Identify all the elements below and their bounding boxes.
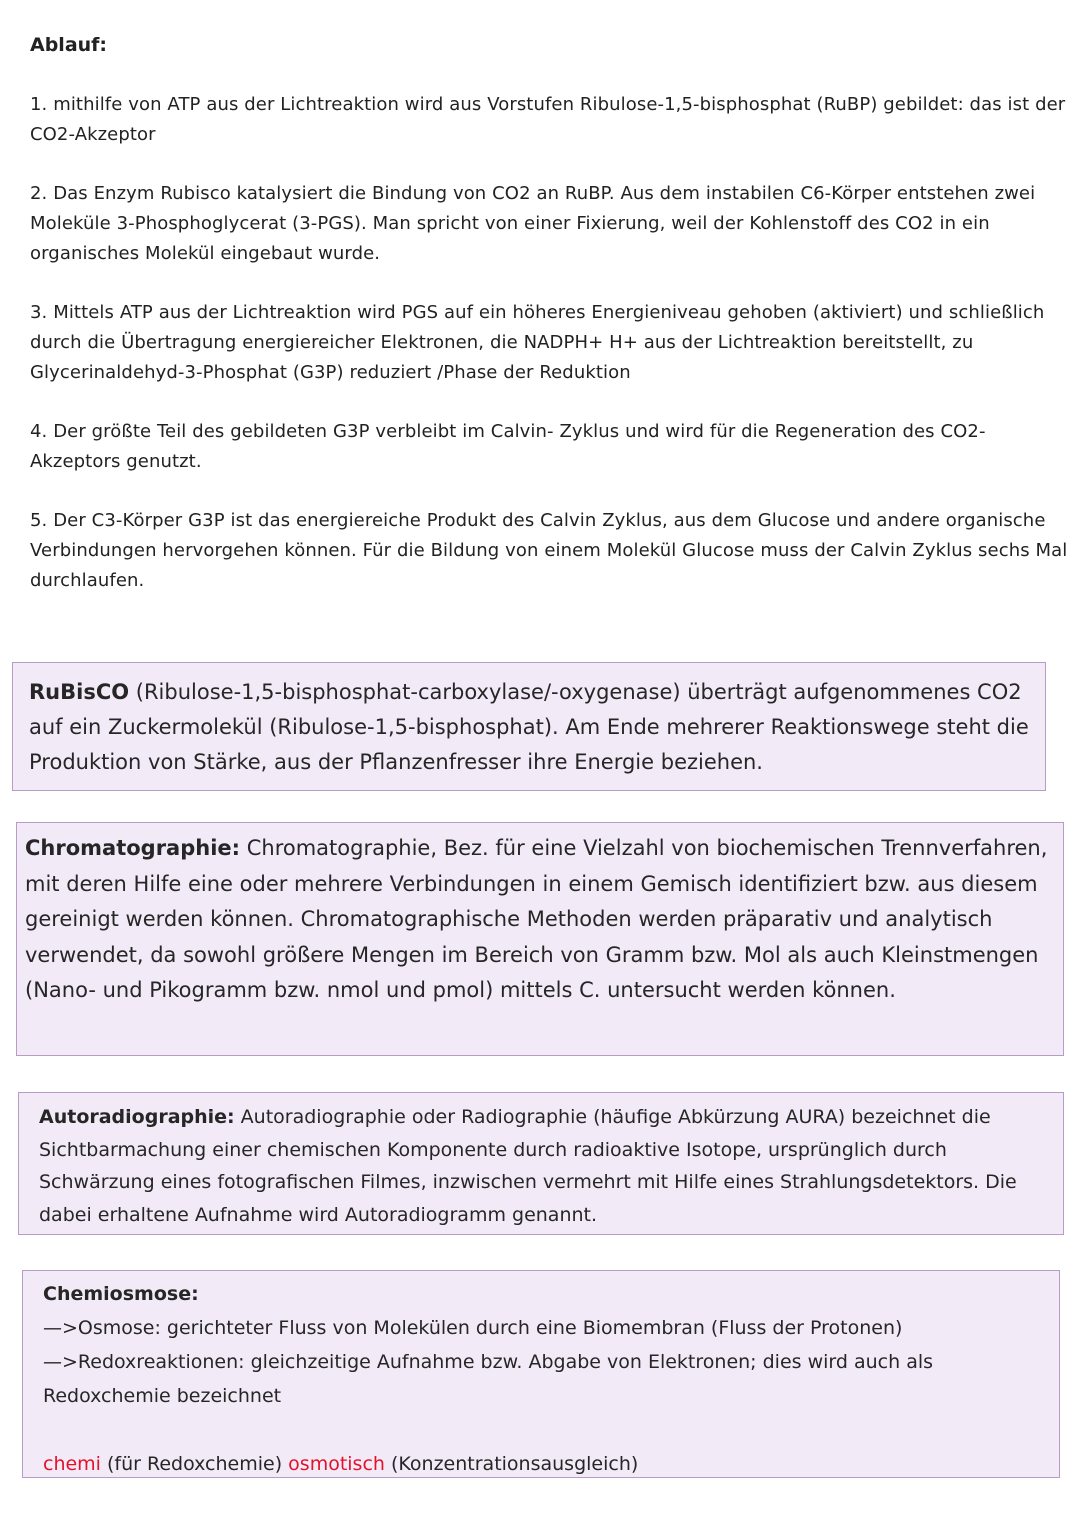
chemiosmose-etymology [43, 1447, 1039, 1481]
rubisco-definition [29, 675, 1029, 780]
chemi-word: chemi [43, 1453, 101, 1475]
chemiosmose-osmose-line: —>Osmose: gerichteter Fluss von Molekülen durch eine Biomembran (Fluss der Protonen) [43, 1317, 903, 1339]
chromatographie-term: Chromatographie: [25, 836, 241, 860]
section-heading: Ablauf: [30, 34, 108, 56]
autoradiographie-term: Autoradiographie: [39, 1106, 235, 1128]
autoradiographie-definition [39, 1101, 1043, 1231]
chemiosmose-definition-box [22, 1270, 1060, 1478]
chromatographie-definition [25, 831, 1055, 1009]
spacer [43, 1413, 1039, 1447]
autoradiographie-text: Autoradiographie oder Radiographie (häufige Abkürzung AURA) bezeichnet die Sichtbarmachung einer chemischen Komponente durch radioaktive Isotope, ursprünglich durch Schwärzung eines fotografischen Filmes, inzwischen vermehrt mit Hilfe eines Strahlungsdetektors. Die dabei erhaltene Aufnahme wird Autoradiogramm genannt. [39, 1106, 1017, 1226]
autoradiographie-definition-box [18, 1092, 1064, 1235]
osmotisch-word: osmotisch [288, 1453, 385, 1475]
chemiosmose-redox-line: —>Redoxreaktionen: gleichzeitige Aufnahme bzw. Abgabe von Elektronen; dies wird auch als Redoxchemie bezeichnet [43, 1351, 934, 1407]
rubisco-term: RuBisCO [29, 680, 130, 704]
chemiosmose-term: Chemiosmose: [43, 1283, 199, 1305]
chromatographie-text: Chromatographie, Bez. für eine Vielzahl von biochemischen Trennverfahren, mit deren Hilfe eine oder mehrere Verbindungen in einem Gemisch identifiziert bzw. aus diesem gereinigt werden können. Chromatographische Methoden werden präparativ und analytisch verwendet, da sowohl größere Mengen im Bereich von Gramm bzw. Mol als auch Kleinstmengen (Nano- und Pikogramm bzw. nmol und pmol) mittels C. untersucht werden können. [25, 836, 1048, 1002]
rubisco-definition-box [12, 662, 1046, 791]
osmotisch-note: (Konzentrationsausgleich) [384, 1453, 639, 1475]
step-3: 3. Mittels ATP aus der Lichtreaktion wird PGS auf ein höheres Energieniveau gehoben (aktiviert) und schließlich durch die Übertragung energiereicher Elektronen, die NADPH+ H+ aus der Lichtreaktion bereitstellt, zu Glycerinaldehyd-3-Phosphat (G3P) reduziert /Phase der Reduktion [30, 302, 1045, 383]
step-5: 5. Der C3-Körper G3P ist das energiereiche Produkt des Calvin Zyklus, aus dem Glucose und andere organische Verbindungen hervorgehen können. Für die Bildung von einem Molekül Glucose muss der Calvin Zyklus sechs Mal durchlaufen. [30, 510, 1068, 591]
step-1: 1. mithilfe von ATP aus der Lichtreaktion wird aus Vorstufen Ribulose-1,5-bisphosphat (RuBP) gebildet: das ist der CO2-Akzeptor [30, 94, 1066, 145]
step-2: 2. Das Enzym Rubisco katalysiert die Bindung von CO2 an RuBP. Aus dem instabilen C6-Körper entstehen zwei Moleküle 3-Phosphoglycerat (3-PGS). Man spricht von einer Fixierung, weil der Kohlenstoff des CO2 in ein organisches Molekül eingebaut wurde. [30, 183, 1036, 264]
chromatographie-definition-box [16, 822, 1064, 1056]
chemi-note: (für Redoxchemie) [100, 1453, 289, 1475]
rubisco-text: (Ribulose-1,5-bisphosphat-carboxylase/-oxygenase) überträgt aufgenommenes CO2 auf ein Zuckermolekül (Ribulose-1,5-bisphosphat). Am Ende mehrerer Reaktionswege steht die Produktion von Stärke, aus der Pflanzenfresser ihre Energie beziehen. [29, 680, 1029, 774]
step-4: 4. Der größte Teil des gebildeten G3P verbleibt im Calvin- Zyklus und wird für die Regeneration des CO2-Akzeptors genutzt. [30, 421, 986, 472]
